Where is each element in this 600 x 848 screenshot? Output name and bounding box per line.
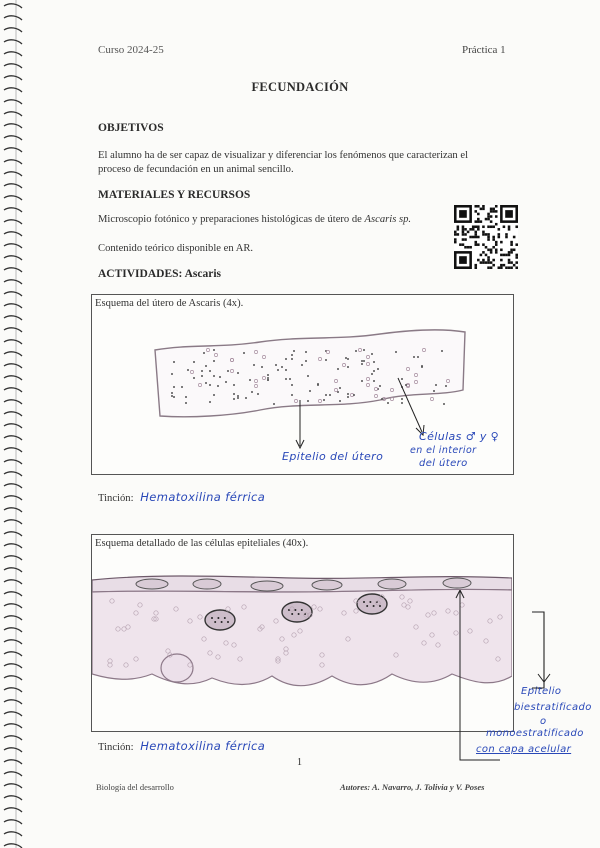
footer-authors: Autores: A. Navarro, J. Tolivia y V. Poses [340, 782, 485, 792]
footer-subject: Biología del desarrollo [96, 782, 174, 792]
label-epithelium-line-2: biestratificado [514, 702, 592, 713]
objectives-text-line-1: El alumno ha de ser capaz de visualizar y diferenciar los fenómenos que caracterizan el [98, 150, 469, 161]
figure-uterus-caption: Esquema del útero de Ascaris (4x). [95, 298, 244, 309]
label-epithelium-line-5: con capa acelular [476, 744, 572, 755]
figure-epithelium-stain [98, 739, 265, 753]
label-cells-line-3: del útero [419, 458, 468, 469]
label-cells-line-1: Células ♂ y ♀ [419, 430, 500, 443]
practice-label: Práctica 1 [462, 44, 506, 56]
spiral-binding [0, 0, 28, 848]
species-name: Ascaris sp. [364, 214, 412, 225]
page-title: FECUNDACIÓN [251, 80, 349, 94]
label-epithelium: Epitelio del útero [282, 450, 384, 463]
course-label: Curso 2024-25 [98, 44, 164, 56]
stain-value: Hematoxilina férrica [140, 490, 266, 504]
materials-item-microscope-text: Microscopio fotónico y preparaciones histológicas de útero de [98, 214, 365, 225]
materials-heading: MATERIALES Y RECURSOS [98, 189, 251, 201]
materials-item-microscope [98, 214, 411, 225]
activities-heading: ACTIVIDADES: Ascaris [98, 268, 221, 280]
stain-value-2: Hematoxilina férrica [140, 739, 266, 753]
objectives-text-line-2: proceso de fecundación en un animal sencillo. [98, 164, 294, 175]
label-epithelium-line-4: monoestratificado [486, 728, 584, 739]
label-epithelium-line-1: Epitelio [521, 686, 562, 697]
stain-label-2: Tinción: [98, 742, 134, 753]
qr-code[interactable] [454, 205, 518, 269]
figure-uterus-pointers [280, 360, 430, 450]
materials-item-theory: Contenido teórico disponible en AR. [98, 243, 254, 254]
figure-epithelium-caption: Esquema detallado de las células epiteliales (40x). [95, 538, 309, 549]
figure-uterus-stain [98, 490, 265, 504]
label-cells-line-2: en el interior [410, 445, 477, 456]
stain-label: Tinción: [98, 493, 134, 504]
objectives-heading: OBJETIVOS [98, 122, 164, 134]
label-epithelium-line-3: o [540, 716, 547, 727]
page-number: 1 [297, 757, 302, 768]
